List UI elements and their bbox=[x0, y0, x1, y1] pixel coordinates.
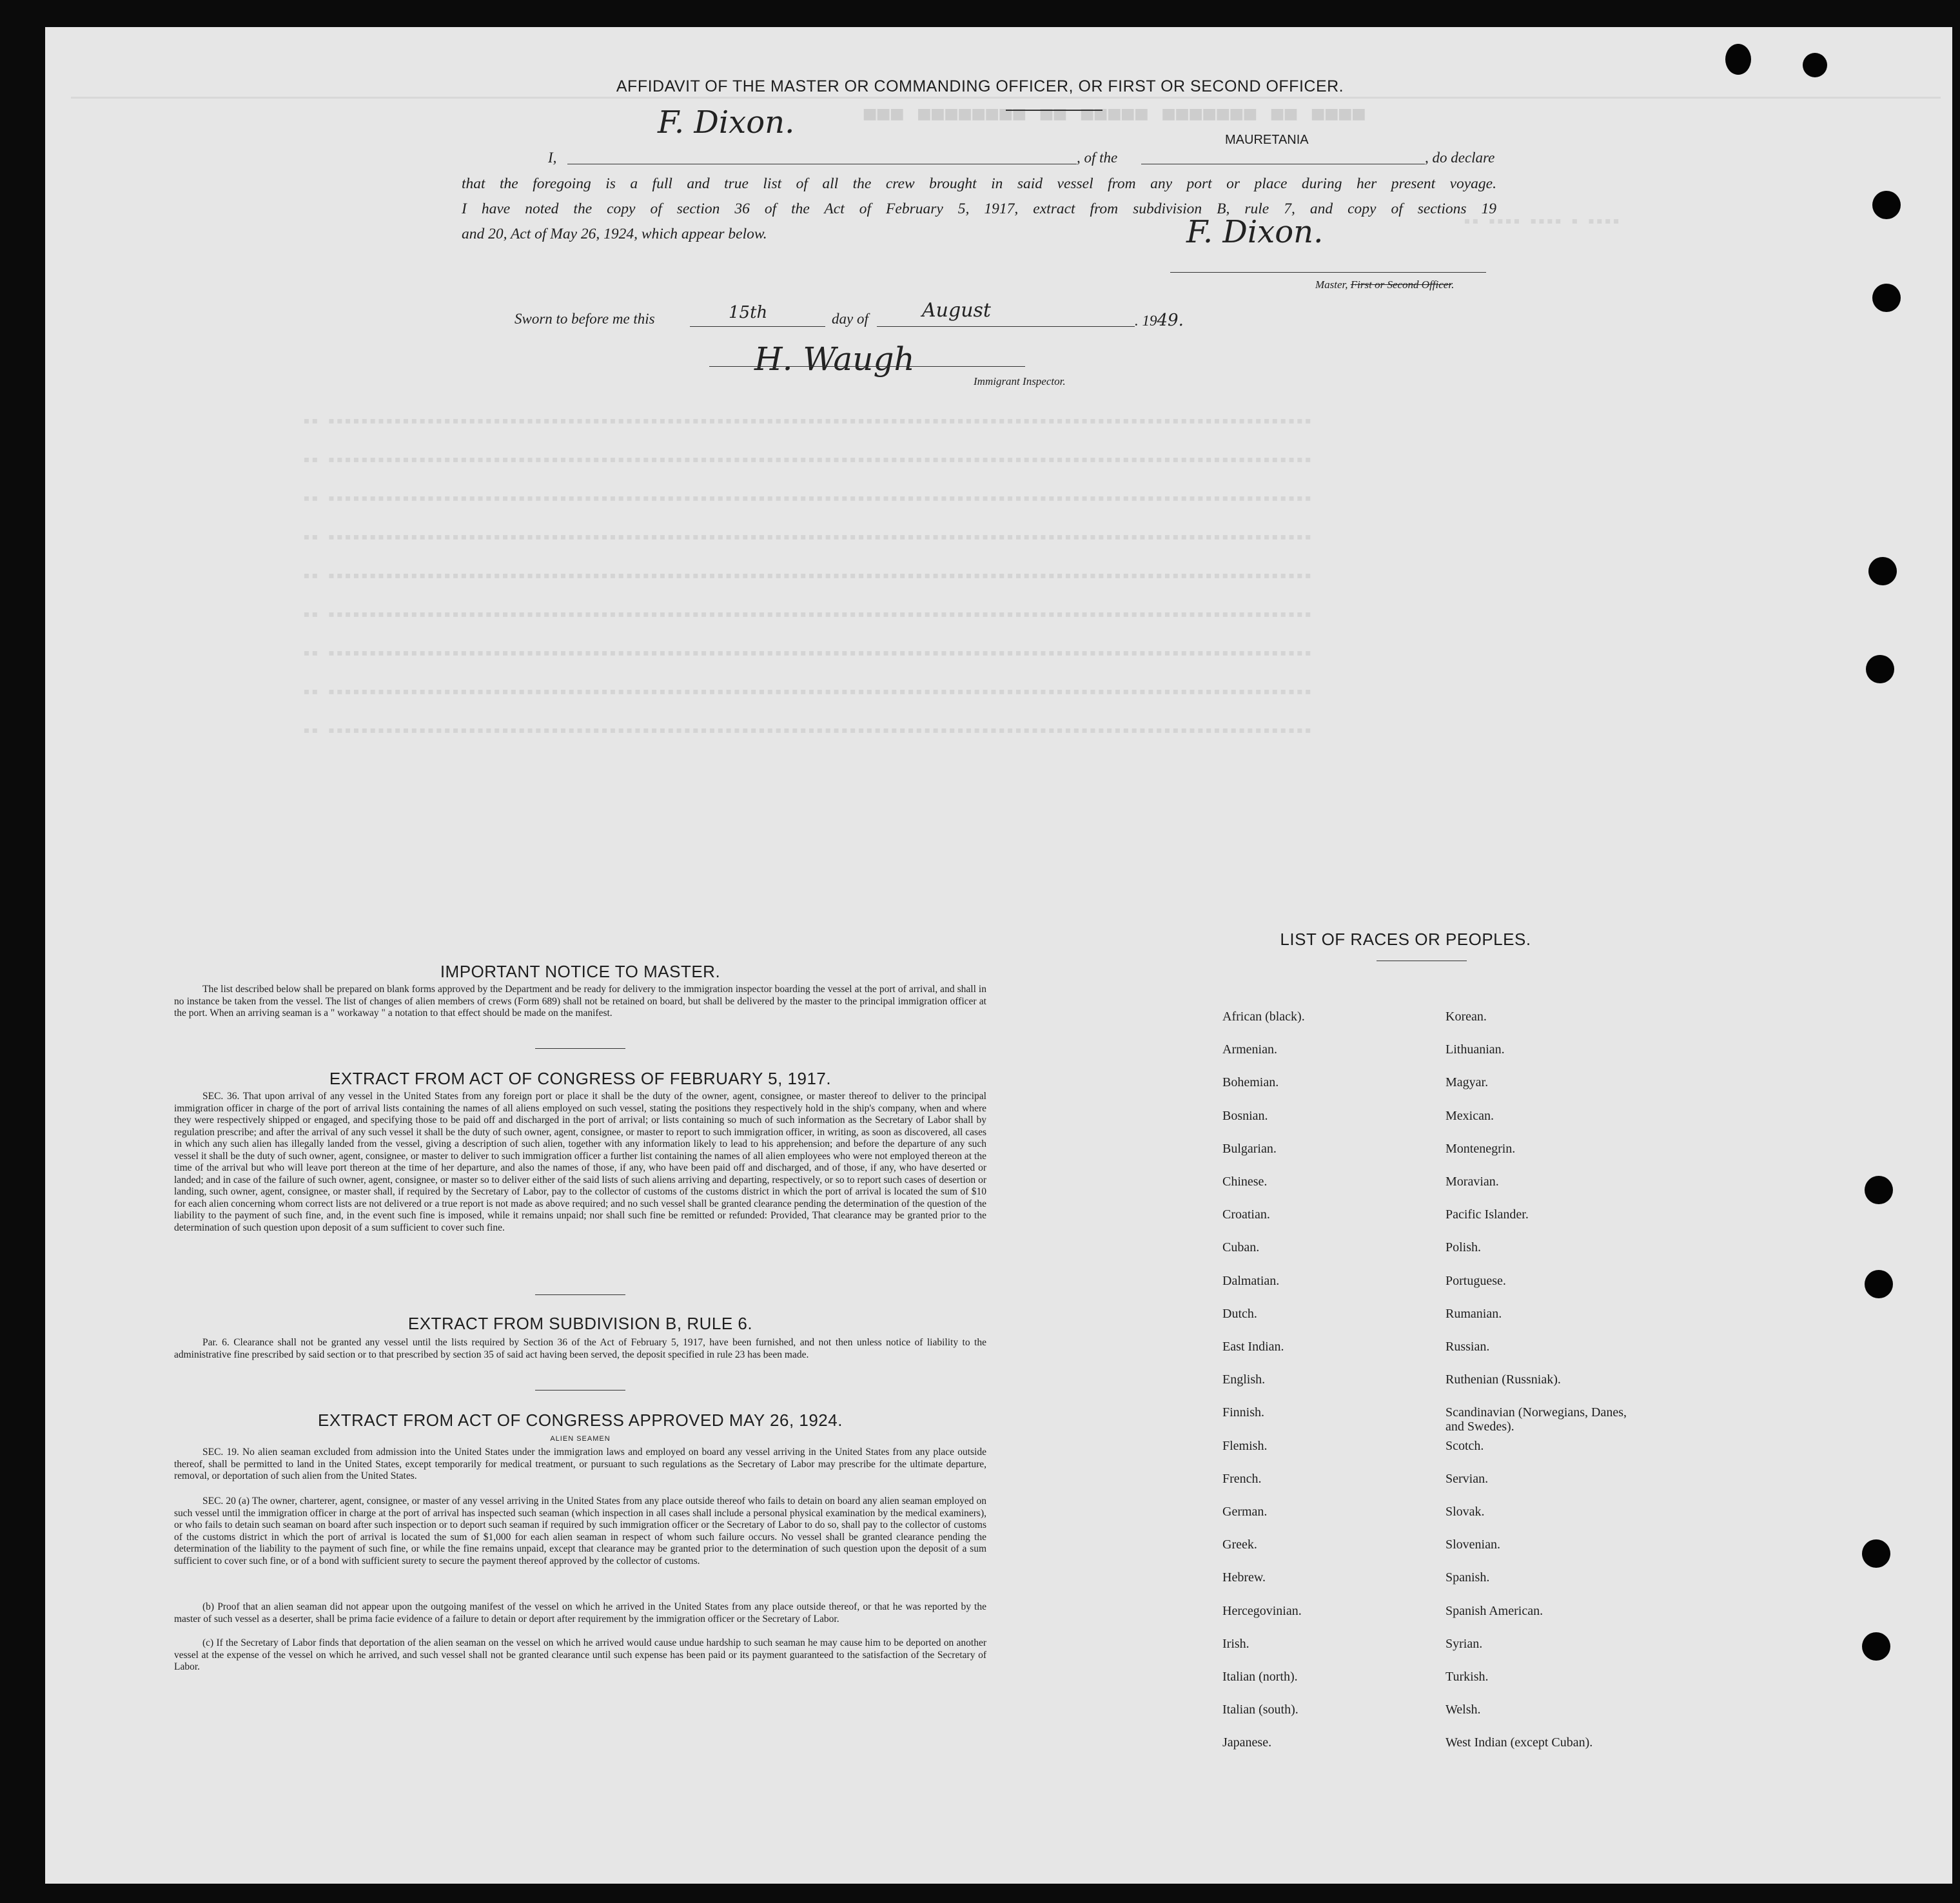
race-item: French. bbox=[1222, 1471, 1262, 1486]
race-item: Italian (south). bbox=[1222, 1703, 1298, 1717]
race-item: Syrian. bbox=[1446, 1636, 1483, 1651]
race-item: Pacific Islander. bbox=[1446, 1207, 1529, 1222]
race-item: Bulgarian. bbox=[1222, 1141, 1277, 1156]
punch-hole bbox=[1865, 1270, 1893, 1298]
master-caption-b: . bbox=[1451, 278, 1455, 291]
race-item: East Indian. bbox=[1222, 1340, 1284, 1354]
race-item: Spanish. bbox=[1446, 1570, 1490, 1585]
affidavit-title: AFFIDAVIT OF THE MASTER OR COMMANDING OFFICER, OR FIRST OR SECOND OFFICER. bbox=[616, 77, 1344, 95]
year bbox=[1135, 311, 1184, 330]
punch-hole bbox=[1872, 191, 1901, 219]
race-item: Armenian. bbox=[1222, 1042, 1277, 1057]
vessel-name: MAURETANIA bbox=[1225, 133, 1309, 147]
extract-1917-title: EXTRACT FROM ACT OF CONGRESS OF FEBRUARY 5, 1917. bbox=[329, 1069, 832, 1088]
race-item: Slovak. bbox=[1446, 1505, 1485, 1519]
master-caption-a: Master, bbox=[1315, 278, 1351, 291]
race-item: Welsh. bbox=[1446, 1703, 1481, 1717]
race-item: Finnish. bbox=[1222, 1405, 1265, 1420]
race-item: Lithuanian. bbox=[1446, 1042, 1505, 1057]
race-item: Flemish. bbox=[1222, 1438, 1268, 1453]
notice-rule bbox=[535, 1048, 625, 1049]
year-suffix: 49. bbox=[1157, 311, 1184, 330]
punch-hole bbox=[1862, 1539, 1890, 1568]
extract-1917-text: SEC. 36. That upon arrival of any vessel in the United States from any foreign port or place it shall be the duty of the owner, agent, consignee, or master thereof to deliver to the principal immigration officer in charge of the port of arrival lists containing the names of all aliens employed on such vessel, stating the positions they respectively hold in the ship's company, when and where they were respectively shipped or engaged, and specifying those to be paid off and discharged in the port of arrival; or lists containing so much of such information as the Secretary of Labor shall by regulation prescribe; and after the arrival of any such vessel it shall be the duty of such owner, agent, consignee, or master to report to such immigration officer, in writing, as soon as discovered, all cases in which any such alien has illegally landed from the vessel, giving a description of such alien, together with any information likely to lead to his apprehension; and before the departure of any such vessel it shall be the duty of such owner, agent, consignee, or master to deliver to such immigration officer a further list containing the names of all alien employees who were not employed thereon at the time of the arrival but who will leave port thereon at the time of her departure, and also the names of those, if any, who have been paid off and discharged, and of those, if any, who have deserted or landed; and in case of the failure of such owner, agent, consignee, or master so to deliver either of the said lists of such aliens arriving and departing, respectively, or so to report such cases of desertion or landing, such owner, agent, consignee, or master shall, if required by the Secretary of Labor, pay to the collector of customs of the customs district in which the port of arrival is located the sum of $10 for each alien concerning whom correct lists are not delivered or a true report is not made as above required; and no such vessel shall be granted clearance pending the determination of the question of the liability to the payment of such fine, and, in the event such fine is imposed, while it remains unpaid; nor shall such fine be remitted or refunded: Provided, That clearance may be granted prior to the determination of such question upon deposit of a sum sufficient to cover such fine. bbox=[174, 1091, 986, 1233]
of-the-label: , of the bbox=[1077, 150, 1118, 166]
race-item: Chinese. bbox=[1222, 1175, 1268, 1189]
race-item: Scandinavian (Norwegians, Danes, and Swedes). bbox=[1446, 1405, 1627, 1434]
master-caption bbox=[1315, 278, 1454, 291]
title-rule bbox=[1006, 110, 1102, 111]
race-item: Greek. bbox=[1222, 1537, 1257, 1552]
race-item: Hebrew. bbox=[1222, 1570, 1266, 1585]
race-item: Ruthenian (Russniak). bbox=[1446, 1372, 1561, 1387]
punch-hole bbox=[1862, 1632, 1890, 1661]
race-item: Cuban. bbox=[1222, 1240, 1260, 1255]
race-item: Spanish American. bbox=[1446, 1603, 1544, 1618]
race-item: Dutch. bbox=[1222, 1306, 1257, 1321]
race-item: German. bbox=[1222, 1505, 1268, 1519]
race-item: African (black). bbox=[1222, 1010, 1305, 1024]
inspector-line bbox=[709, 366, 1025, 367]
punch-hole bbox=[1872, 284, 1901, 312]
race-item: Italian (north). bbox=[1222, 1670, 1298, 1684]
day-line bbox=[690, 326, 825, 327]
punch-hole bbox=[1866, 655, 1894, 683]
race-item: Turkish. bbox=[1446, 1670, 1489, 1684]
punch-hole bbox=[1725, 44, 1751, 75]
affidavit-line-2: I have noted the copy of section 36 of the Act of February 5, 1917, extract from subdivision B, rule 7, and copy of sections 19 bbox=[462, 200, 1496, 217]
race-item: Mexican. bbox=[1446, 1108, 1494, 1123]
alien-seamen-subtitle: ALIEN SEAMEN bbox=[550, 1435, 611, 1443]
race-item: Bosnian. bbox=[1222, 1108, 1268, 1123]
race-item: Moravian. bbox=[1446, 1175, 1499, 1189]
race-item: Croatian. bbox=[1222, 1207, 1270, 1222]
race-item: Korean. bbox=[1446, 1010, 1487, 1024]
sworn-month: August bbox=[922, 299, 991, 322]
notice-text: The list described below shall be prepared on blank forms approved by the Department and be ready for delivery to the immigration inspector boarding the vessel at the port of arrival, and shall in no instance be taken from the vessel. The list of changes of alien members of crews (Form 689) shall not be retained on board, but shall be delivered by the master to the principal immigration officer at the port. When an arriving seaman is a " workaway " a notation to that effect should be made on the manifest. bbox=[174, 984, 986, 1019]
affidavit-line-3: and 20, Act of May 26, 1924, which appear below. bbox=[462, 226, 767, 242]
race-item: Rumanian. bbox=[1446, 1306, 1502, 1321]
race-item: Montenegrin. bbox=[1446, 1141, 1516, 1156]
rule6-title: EXTRACT FROM SUBDIVISION B, RULE 6. bbox=[407, 1314, 753, 1333]
race-item: English. bbox=[1222, 1372, 1266, 1387]
race-item: West Indian (except Cuban). bbox=[1446, 1735, 1593, 1750]
sworn-label: Sworn to before me this bbox=[514, 311, 655, 327]
race-item: Irish. bbox=[1222, 1636, 1250, 1651]
race-item: Hercegovinian. bbox=[1222, 1603, 1302, 1618]
notice-title: IMPORTANT NOTICE TO MASTER. bbox=[440, 962, 721, 981]
i-label: I, bbox=[548, 150, 557, 166]
race-item: Servian. bbox=[1446, 1471, 1489, 1486]
rule6-rule bbox=[535, 1390, 625, 1391]
race-item: Polish. bbox=[1446, 1240, 1482, 1255]
race-item: Portuguese. bbox=[1446, 1273, 1506, 1288]
inspector-caption: Immigrant Inspector. bbox=[974, 375, 1066, 387]
race-item: Scotch. bbox=[1446, 1438, 1484, 1453]
day-of-label: day of bbox=[832, 311, 868, 327]
rule6-text: Par. 6. Clearance shall not be granted any vessel until the lists required by Section 36 of the Act of February 5, 1917, have been furnished, and not then unless notice of liability to the administrative fine prescribed by said section or to that prescribed by section 35 of said act having been served, the deposit specified in rule 23 has been made. bbox=[174, 1337, 986, 1360]
race-item: Magyar. bbox=[1446, 1075, 1489, 1090]
sec20b-text: (b) Proof that an alien seaman did not appear upon the outgoing manifest of the vessel on which he arrived in the United States from any place outside thereof, or that he was reported by the master of such vessel as a deserter, shall be prima facie evidence of a failure to detain or deport after requirement by the immigration officer or the Secretary of Labor. bbox=[174, 1601, 986, 1625]
punch-hole bbox=[1865, 1176, 1893, 1204]
sec20c-text: (c) If the Secretary of Labor finds that deportation of the alien seaman on the vessel on which he arrived would cause undue hardship to such seaman he may cause him to be deported on another vessel at the expense of the vessel on which he arrived, and such vessel shall not be granted clearance until such expense has been paid or its payment guaranteed to the satisfaction of the Secretary of Labor. bbox=[174, 1637, 986, 1672]
year-prefix: . 19 bbox=[1135, 313, 1157, 329]
sec20a-text: SEC. 20 (a) The owner, charterer, agent, consignee, or master of any vessel arriving in the United States from any place outside thereof who fails to detain on board any alien seaman employed on such vessel until the immigration officer in charge at the port of arrival has inspected such seaman (which inspection in all cases shall include a personal physical examination by the medical examiners), or who fails to detain such seaman on board after such inspection or to deport such seaman if required by such immigration officer or the Secretary of Labor to do so, shall pay to the collector of customs of the customs district in which the port of arrival is located the sum of $1,000 for each alien seaman in respect of whom such failure occurs. No vessel shall be granted clearance pending the determination of the liability to the payment of such fine, or while the fine remains unpaid, except that clearance may be granted prior to the determination of such question upon the deposit of a sum sufficient to cover such fine, or of a bond with sufficient surety to secure the payment thereof approved by the collector of customs. bbox=[174, 1496, 986, 1566]
extract-1917-rule bbox=[535, 1294, 625, 1295]
document-page: ▀▀▀ ▀▀▀▀▀▀▀▀ ▀▀ ▀▀▀▀▀ ▀▀▀▀▀▀▀ ▀▀ ▀▀▀▀ ▪▪ ▪▪▪▪ ▪▪▪▪ ▪ ▪▪▪▪ ▪▪ ▪▪▪▪▪▪▪▪▪▪▪▪▪▪▪▪▪▪▪▪▪▪▪▪▪▪▪▪▪▪▪▪▪▪▪▪▪▪▪▪▪▪▪▪▪▪▪▪▪▪▪▪▪▪▪▪▪▪▪▪▪▪▪▪▪▪▪▪▪▪▪▪▪▪▪▪▪▪▪▪▪▪▪▪▪▪▪▪▪▪▪▪▪▪▪▪▪▪▪▪▪▪▪▪▪▪▪▪▪▪▪▪▪▪▪▪▪▪▪ ▪▪ ▪▪▪▪▪▪▪▪▪▪▪▪▪▪▪▪▪▪▪▪▪▪▪▪▪▪▪▪▪▪▪▪▪▪▪▪▪▪▪▪▪▪▪▪▪▪▪▪▪▪▪▪▪▪▪▪▪▪▪▪▪▪▪▪▪▪▪▪▪▪▪▪▪▪▪▪▪▪▪▪▪▪▪▪▪▪▪▪▪▪▪▪▪▪▪▪▪▪▪▪▪▪▪▪▪▪▪▪▪▪▪▪▪▪▪▪▪▪▪ ▪▪ ▪▪▪▪▪▪▪▪▪▪▪▪▪▪▪▪▪▪▪▪▪▪▪▪▪▪▪▪▪▪▪▪▪▪▪▪▪▪▪▪▪▪▪▪▪▪▪▪▪▪▪▪▪▪▪▪▪▪▪▪▪▪▪▪▪▪▪▪▪▪▪▪▪▪▪▪▪▪▪▪▪▪▪▪▪▪▪▪▪▪▪▪▪▪▪▪▪▪▪▪▪▪▪▪▪▪▪▪▪▪▪▪▪▪▪▪▪▪▪ ▪▪ ▪▪▪▪▪▪▪▪▪▪▪▪▪▪▪▪▪▪▪▪▪▪▪▪▪▪▪▪▪▪▪▪▪▪▪▪▪▪▪▪▪▪▪▪▪▪▪▪▪▪▪▪▪▪▪▪▪▪▪▪▪▪▪▪▪▪▪▪▪▪▪▪▪▪▪▪▪▪▪▪▪▪▪▪▪▪▪▪▪▪▪▪▪▪▪▪▪▪▪▪▪▪▪▪▪▪▪▪▪▪▪▪▪▪▪▪▪▪▪ ▪▪ ▪▪▪▪▪▪▪▪▪▪▪▪▪▪▪▪▪▪▪▪▪▪▪▪▪▪▪▪▪▪▪▪▪▪▪▪▪▪▪▪▪▪▪▪▪▪▪▪▪▪▪▪▪▪▪▪▪▪▪▪▪▪▪▪▪▪▪▪▪▪▪▪▪▪▪▪▪▪▪▪▪▪▪▪▪▪▪▪▪▪▪▪▪▪▪▪▪▪▪▪▪▪▪▪▪▪▪▪▪▪▪▪▪▪▪▪▪▪▪ ▪▪ ▪▪▪▪▪▪▪▪▪▪▪▪▪▪▪▪▪▪▪▪▪▪▪▪▪▪▪▪▪▪▪▪▪▪▪▪▪▪▪▪▪▪▪▪▪▪▪▪▪▪▪▪▪▪▪▪▪▪▪▪▪▪▪▪▪▪▪▪▪▪▪▪▪▪▪▪▪▪▪▪▪▪▪▪▪▪▪▪▪▪▪▪▪▪▪▪▪▪▪▪▪▪▪▪▪▪▪▪▪▪▪▪▪▪▪▪▪▪▪ ▪▪ ▪▪▪▪▪▪▪▪▪▪▪▪▪▪▪▪▪▪▪▪▪▪▪▪▪▪▪▪▪▪▪▪▪▪▪▪▪▪▪▪▪▪▪▪▪▪▪▪▪▪▪▪▪▪▪▪▪▪▪▪▪▪▪▪▪▪▪▪▪▪▪▪▪▪▪▪▪▪▪▪▪▪▪▪▪▪▪▪▪▪▪▪▪▪▪▪▪▪▪▪▪▪▪▪▪▪▪▪▪▪▪▪▪▪▪▪▪▪▪ ▪▪ ▪▪▪▪▪▪▪▪▪▪▪▪▪▪▪▪▪▪▪▪▪▪▪▪▪▪▪▪▪▪▪▪▪▪▪▪▪▪▪▪▪▪▪▪▪▪▪▪▪▪▪▪▪▪▪▪▪▪▪▪▪▪▪▪▪▪▪▪▪▪▪▪▪▪▪▪▪▪▪▪▪▪▪▪▪▪▪▪▪▪▪▪▪▪▪▪▪▪▪▪▪▪▪▪▪▪▪▪▪▪▪▪▪▪▪▪▪▪▪ ▪▪ ▪▪▪▪▪▪▪▪▪▪▪▪▪▪▪▪▪▪▪▪▪▪▪▪▪▪▪▪▪▪▪▪▪▪▪▪▪▪▪▪▪▪▪▪▪▪▪▪▪▪▪▪▪▪▪▪▪▪▪▪▪▪▪▪▪▪▪▪▪▪▪▪▪▪▪▪▪▪▪▪▪▪▪▪▪▪▪▪▪▪▪▪▪▪▪▪▪▪▪▪▪▪▪▪▪▪▪▪▪▪▪▪▪▪▪▪▪▪▪ AFFIDAVIT OF THE MASTER OR COMMANDING OFFICER, OR FIRST OR SECOND OFFICER. F. Dixon. MAURETANIA I, , of the , do declare that the foregoing is a full and true list of all the crew brought in said vessel from any port or place during her present voyage. I have noted the copy of section 36 of the Act of February 5, 1917, extract from subdivision B, rule 7, and copy of sections 19 and 20, Act of May 26, 1924, which appear below. F. Dixon. Master, First or Second Officer. Sworn to before me this 15th day of August . 1949. H. Waugh Immigrant Inspector. IMPORTANT NOTICE TO MASTER. The list described below shall be prepared on blank forms approved by the Department and be ready for delivery to the immigration inspector boarding the vessel at the port of arrival, and shall in no instance be taken from the vessel. The list of changes of alien members of crews (Form 689) shall not be retained on board, but shall be delivered by the master to the principal immigration officer at the port. When an arriving seaman is a " workaway " a notation to that effect should be made on the manifest. EXTRACT FROM ACT OF CONGRESS OF FEBRUARY 5, 1917. SEC. 36. That upon arrival of any vessel in the United States from any foreign port or place it shall be the duty of the owner, agent, consignee, or master thereof to deliver to the principal immigration officer in charge of the port of arrival lists containing the names of all aliens employed on such vessel, stating the positions they respectively hold in the ship's company, when and where they were respectively shipped or engaged, and specifying those to be paid off and discharged in the port of arrival; or lists containing so much of such information as the Secretary of Labor shall by regulation prescribe; and after the arrival of any such vessel it shall be the duty of such owner, agent, consignee, or master to report to such immigration officer, in writing, as soon as discovered, all cases in which any such alien has illegally landed from the vessel, giving a description of such alien, together with any information likely to lead to his apprehension; and before the departure of any such vessel it shall be the duty of such owner, agent, consignee, or master to deliver to such immigration officer a further list containing the names of all alien employees who were not employed thereon at the time of the arrival but who will leave port thereon at the time of her departure, and also the names of those, if any, who have been paid off and discharged, and of those, if any, who have deserted or landed; and in case of the failure of such owner, agent, consignee, or master so to deliver either of the said lists of such aliens arriving and departing, respectively, or so to report such cases of desertion or landing, such owner, agent, consignee, or master shall, if required by the Secretary of Labor, pay to the collector of customs of the customs district in which the port of arrival is located the sum of $10 for each alien concerning whom correct lists are not delivered or a true report is not made as above required; and no such vessel shall be granted clearance pending the determination of the question of the liability to the payment of such fine, and, in the event such fine is imposed, while it remains unpaid; nor shall such fine be remitted or refunded: Provided, That clearance may be granted prior to the determination of such question upon deposit of a sum sufficient to cover such fine. EXTRACT FROM SUBDIVISION B, RULE 6. Par. 6. Clearance shall not be granted any vessel until the lists required by Section 36 of the Act of February 5, 1917, have been furnished, and not then unless notice of liability to the administrative fine prescribed by said section or to that prescribed by section 35 of said act having been served, the deposit specified in rule 23 has been made. EXTRACT FROM ACT OF CONGRESS APPROVED MAY 26, 1924. ALIEN SEAMEN SEC. 19. No alien seaman excluded from admission into the United States under the immigration laws and employed on board any vessel arriving in the United States from any place outside thereof, shall be permitted to land in the United States, except temporarily for medical treatment, or pursuant to such regulations as the Secretary of Labor may prescribe for the ultimate departure, removal, or deportation of such alien from the United States. SEC. 20 (a) The owner, charterer, agent, consignee, or master of any vessel arriving in the United States from any place outside thereof who fails to detain on board any alien seaman employed on such vessel until the immigration officer in charge at the port of arrival has inspected such seaman (which inspection in all cases shall include a personal physical examination by the medical examiners), or who fails to detain such seaman on board after such inspection or to deport such seaman if required by such immigration officer or the Secretary of Labor to do so, shall pay to the collector of customs of the customs district in which the port of arrival is located the sum of $1,000 for each alien seaman in respect of whom such failure occurs. No vessel shall be granted clearance pending the determination of the liability to the payment of such fine, or while the fine remains unpaid, except that clearance may be granted prior to the determination of such question upon the deposit of a sum sufficient to cover such fine, or of a bond with sufficient surety to secure the payment thereof approved by the collector of customs. (b) Proof that an alien seaman did not appear upon the outgoing manifest of the vessel on which he arrived in the United States from any place outside thereof, or that he was reported by the master of such vessel as a deserter, shall be prima facie evidence of a failure to detain or deport after requirement by the immigration officer or the Secretary of Labor. (c) If the Secretary of Labor finds that deportation of the alien seaman on the vessel on which he arrived would cause undue hardship to such seaman he may cause him to be deported on another vessel at the expense of the vessel on which he arrived, and such vessel shall not be granted clearance until such expense has been paid or its payment guaranteed to the satisfaction of the Secretary of Labor. LIST OF RACES OR PEOPLES. African (black). Armenian. Bohemian. Bosnian. Bulgarian. Chinese. Croatian. Cuban. Dalmatian. Dutch. East Indian. English. Finnish. Flemish. French. German. Greek. Hebrew. Hercegovinian. Irish. Italian (north). Italian (south). Japanese. Korean. Lithuanian. Magyar. Mexican. Montenegrin. Moravian. Pacific Islander. Polish. Portuguese. Rumanian. Russian. Ruthenian (Russniak). Scandinavian (Norwegians, Danes, and Swedes). Scotch. Servian. Slovak. Slovenian. Spanish. Spanish American. Syrian. Turkish. Welsh. West Indian (except Cuban). bbox=[45, 27, 1952, 1884]
extract-1924-title: EXTRACT FROM ACT OF CONGRESS APPROVED MAY 26, 1924. bbox=[318, 1410, 843, 1430]
master-name-handwritten: F. Dixon. bbox=[658, 104, 795, 141]
master-signature: F. Dixon. bbox=[1186, 214, 1324, 250]
race-item: Bohemian. bbox=[1222, 1075, 1279, 1090]
affidavit-line-1: that the foregoing is a full and true list of all the crew brought in said vessel from any port or place during her present voyage. bbox=[462, 175, 1496, 192]
race-item: Dalmatian. bbox=[1222, 1273, 1280, 1288]
race-item: Slovenian. bbox=[1446, 1537, 1500, 1552]
race-item: Russian. bbox=[1446, 1340, 1490, 1354]
race-item: Japanese. bbox=[1222, 1735, 1272, 1750]
signature-line bbox=[1170, 272, 1486, 273]
sec19-text: SEC. 19. No alien seaman excluded from admission into the United States under the immigration laws and employed on board any vessel arriving in the United States from any place outside thereof, shall be permitted to land in the United States, except temporarily for medical treatment, or pursuant to such regulations as the Secretary of Labor may prescribe for the ultimate departure, removal, or deportation of such alien from the United States. bbox=[174, 1447, 986, 1481]
inspector-signature: H. Waugh bbox=[754, 340, 915, 378]
punch-hole bbox=[1868, 557, 1897, 585]
punch-hole bbox=[1803, 53, 1827, 77]
sworn-day: 15th bbox=[729, 303, 768, 322]
master-caption-struck: First or Second Officer bbox=[1350, 278, 1452, 291]
do-declare-label: , do declare bbox=[1425, 150, 1495, 166]
month-line bbox=[877, 326, 1135, 327]
races-title: LIST OF RACES OR PEOPLES. bbox=[1280, 930, 1531, 949]
